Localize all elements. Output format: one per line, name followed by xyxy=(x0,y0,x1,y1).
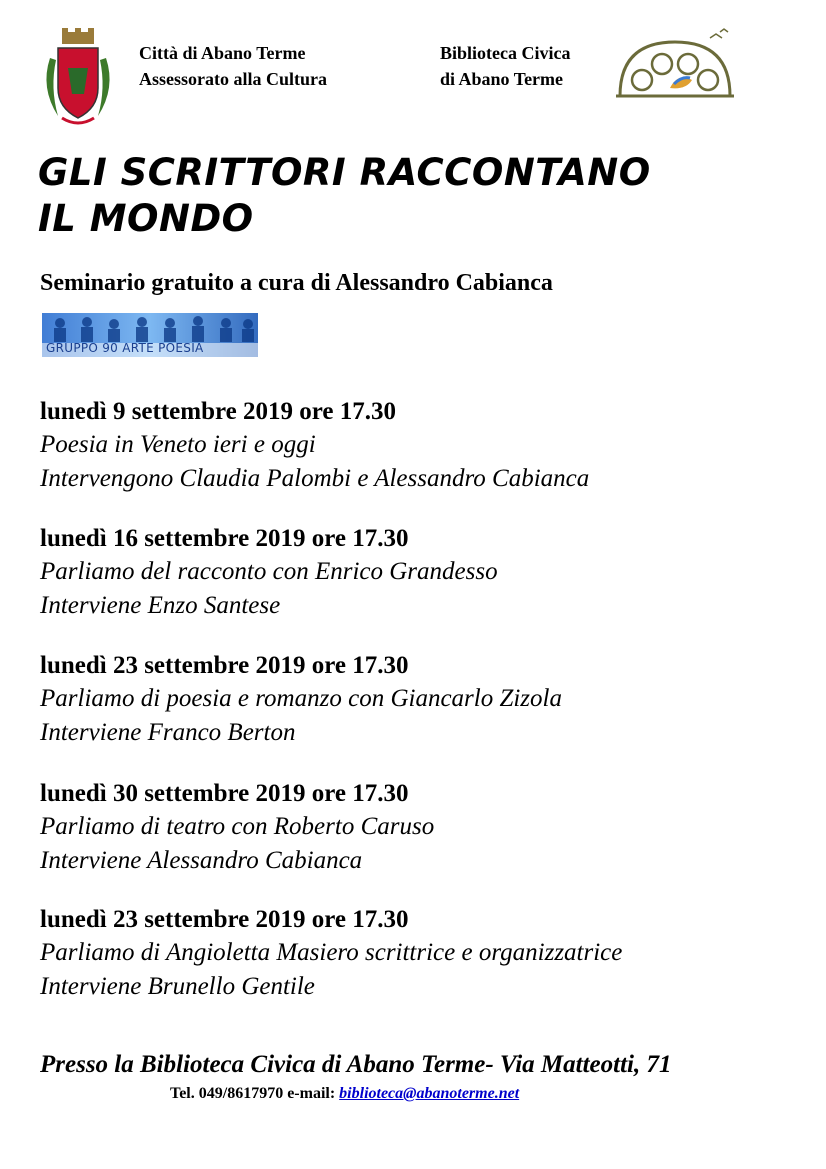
event-date: lunedì 23 settembre 2019 ore 17.30 xyxy=(40,906,409,933)
header-city-name: Città di Abano Terme xyxy=(139,43,306,63)
title-line-2: IL MONDO xyxy=(38,197,254,240)
email-link[interactable]: biblioteca@abanoterme.net xyxy=(339,1085,520,1102)
event-topic: Parliamo di poesia e romanzo con Giancarlo Zizola xyxy=(40,685,562,712)
title-line-1: GLI SCRITTORI RACCONTANO xyxy=(38,151,651,194)
gruppo90-banner xyxy=(42,313,258,357)
header-library-name: Biblioteca Civica xyxy=(440,43,571,63)
event-date: lunedì 16 settembre 2019 ore 17.30 xyxy=(40,525,409,552)
subtitle: Seminario gratuito a cura di Alessandro Cabianca xyxy=(40,270,553,296)
event-date: lunedì 30 settembre 2019 ore 17.30 xyxy=(40,780,409,807)
event-speakers: Interviene Enzo Santese xyxy=(40,592,281,619)
event-speakers: Intervengono Claudia Palombi e Alessandro Cabianca xyxy=(40,465,590,492)
event-date: lunedì 23 settembre 2019 ore 17.30 xyxy=(40,652,409,679)
header-department: Assessorato alla Cultura xyxy=(139,69,327,89)
city-crest-logo xyxy=(40,28,116,128)
event-speakers: Interviene Franco Berton xyxy=(40,719,296,746)
library-logo xyxy=(612,28,738,100)
event-date: lunedì 9 settembre 2019 ore 17.30 xyxy=(40,398,396,425)
venue-address: Presso la Biblioteca Civica di Abano Terme- Via Matteotti, 71 xyxy=(40,1051,672,1078)
page-title xyxy=(38,150,798,242)
event-speakers: Interviene Brunello Gentile xyxy=(40,973,315,1000)
event-topic: Parliamo del racconto con Enrico Grandesso xyxy=(40,558,498,585)
event-speakers: Interviene Alessandro Cabianca xyxy=(40,847,363,874)
event-4 xyxy=(40,777,800,878)
banner-text: GRUPPO 90 ARTE POESIA xyxy=(46,341,204,355)
phone-text: Tel. 049/8617970 e-mail: xyxy=(170,1085,340,1102)
header-library-city: di Abano Terme xyxy=(440,69,564,89)
event-2 xyxy=(40,522,800,623)
event-topic: Poesia in Veneto ieri e oggi xyxy=(40,431,316,458)
event-topic: Parliamo di Angioletta Masiero scrittrice e organizzatrice xyxy=(40,939,623,966)
event-3 xyxy=(40,649,800,750)
event-topic: Parliamo di teatro con Roberto Caruso xyxy=(40,813,435,840)
event-5 xyxy=(40,903,800,1004)
event-1 xyxy=(40,395,800,496)
contact-line xyxy=(170,1085,519,1103)
